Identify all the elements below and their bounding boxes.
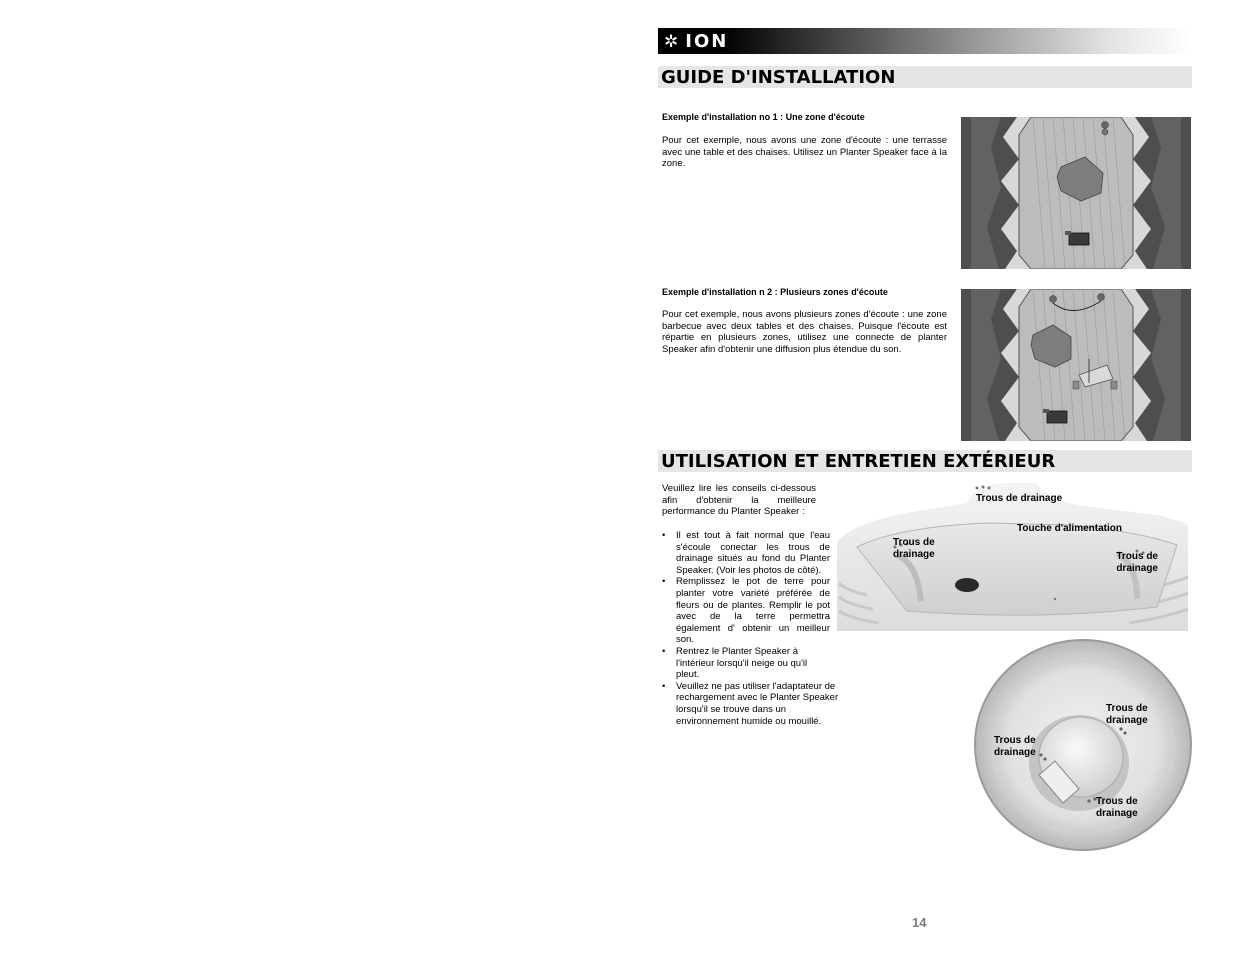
example1-heading: Exemple d'installation no 1 : Une zone d'écoute	[662, 112, 865, 122]
brand-bar	[658, 28, 1192, 54]
logo-star-icon: ✲	[664, 31, 681, 52]
caption-bottom-drain-bottom: Trous de drainage	[1096, 796, 1138, 819]
caption-drain-top: Trous de drainage	[976, 493, 1063, 504]
list-item: • Rentrez le Planter Speaker à l'intérieur lorsqu'il neige ou qu'il pleut.	[662, 645, 808, 681]
caption-drain-right: Trous de drainage	[1116, 551, 1158, 574]
logo-text: ION	[685, 31, 729, 52]
example2-heading: Exemple d'installation n 2 : Plusieurs zones d'écoute	[662, 287, 888, 297]
list-item: • Il est tout à fait normal que l'eau s'écoule conectar les trous de drainage situés au fond du Planter Speaker. (Voir les photos de côté).	[662, 530, 830, 576]
care-section-title: UTILISATION ET ENTRETIEN EXTÉRIEUR	[661, 451, 1056, 472]
list-item: • Veuillez ne pas utiliser l'adaptateur de rechargement avec le Planter Speaker lorsqu'il se trouve dans un environnement humide ou mouillé.	[662, 680, 839, 727]
caption-power-button: Touche d'alimentation	[1017, 523, 1122, 534]
list-item: • Remplissez le pot de terre pour planter votre variété préférée de fleurs ou de plantes. Remplir le pot avec de la terre permettra également d' obtenir un meilleur son.	[662, 576, 830, 646]
example1-illustration	[961, 117, 1191, 269]
install-section-header	[658, 66, 1192, 88]
example1-body: Pour cet exemple, nous avons une zone d'écoute : une terrasse avec une table et des chaises. Utilisez un Planter Speaker face à la zone.	[662, 135, 947, 170]
care-intro: Veuillez lire les conseils ci-dessous afin d'obtenir la meilleure performance du Planter Speaker :	[662, 483, 816, 518]
ion-logo	[664, 31, 728, 52]
caption-bottom-drain-right: Trous de drainage	[1106, 703, 1148, 726]
care-section-header	[658, 450, 1192, 472]
example2-body: Pour cet exemple, nous avons plusieurs zones d'écoute : une zone barbecue avec deux tables et des chaises. Puisque l'écoute est répartie en plusieurs zones, utilisez une connecte de planter Speaker afin d'obtenir une diffusion plus étendue du son.	[662, 309, 947, 355]
caption-bottom-drain-left: Trous de drainage	[994, 735, 1036, 758]
example2-illustration	[961, 289, 1191, 441]
care-bullet-list	[662, 530, 839, 727]
page-number: 14	[912, 915, 927, 930]
caption-drain-left: Trous de drainage	[893, 537, 935, 560]
install-section-title: GUIDE D'INSTALLATION	[661, 67, 896, 88]
